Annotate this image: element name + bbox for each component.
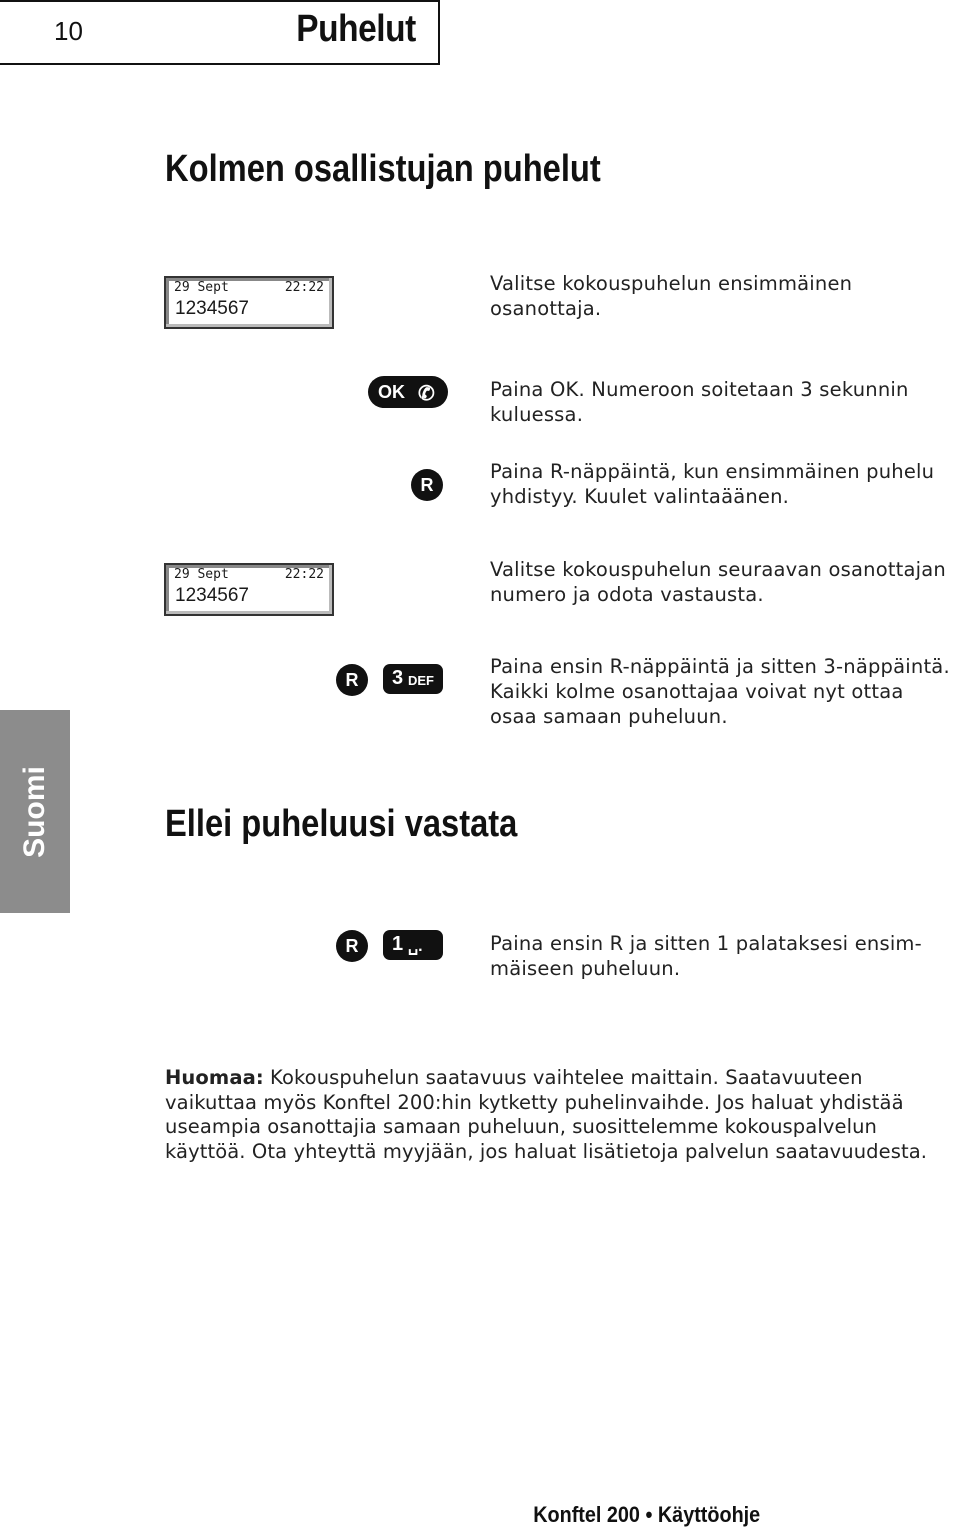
- r-key-icon: R: [336, 930, 368, 962]
- key-3-digit: 3: [392, 667, 404, 689]
- key-3-letters: DEF: [408, 673, 434, 688]
- page-footer: Konftel 200 • Käyttöohje: [533, 1502, 760, 1527]
- lcd-time: 22:22: [284, 280, 324, 295]
- step-text: Valitse kokouspuhelun seuraavan osanottajan numero ja odota vastausta.: [490, 558, 946, 606]
- lcd-display: [164, 276, 334, 329]
- lcd-date: 29 Sept: [174, 567, 229, 582]
- key-1-digit: 1: [392, 933, 404, 955]
- step-text: Paina ensin R ja sitten 1 palataksesi ensim-mäiseen puheluun.: [490, 932, 922, 980]
- key-3-icon: [383, 664, 443, 694]
- note-label: Huomaa:: [165, 1066, 264, 1089]
- lcd-number: 1234567: [175, 298, 249, 319]
- language-tab: [0, 710, 70, 913]
- r-key-icon: R: [336, 664, 368, 696]
- lcd-display: [164, 563, 334, 616]
- key-1-symbols: ␣.: [408, 938, 423, 955]
- ok-key-icon: [368, 376, 448, 408]
- page-header: [0, 0, 440, 65]
- section-title-no-answer: Ellei puheluusi vastata: [165, 803, 518, 845]
- page-number: 10: [54, 16, 83, 46]
- note-paragraph: [165, 1066, 957, 1164]
- lcd-time: 22:22: [284, 567, 324, 582]
- lcd-number: 1234567: [175, 585, 249, 606]
- lcd-date: 29 Sept: [174, 280, 229, 295]
- step-text: Paina R-näppäintä, kun ensimmäinen puhelu yhdistyy. Kuulet valintaäänen.: [490, 460, 935, 508]
- chapter-title: Puhelut: [296, 8, 416, 50]
- key-1-icon: [383, 930, 443, 960]
- section-title-conference: Kolmen osallistujan puhelut: [165, 148, 601, 190]
- step-text: Valitse kokouspuhelun ensimmäinen osanottaja.: [490, 272, 853, 320]
- step-text: Paina OK. Numeroon soitetaan 3 sekunnin kuluessa.: [490, 378, 909, 426]
- phone-icon: ✆: [418, 383, 435, 405]
- note-text: Kokouspuhelun saatavuus vaihtelee maittain. Saatavuuteen vaikuttaa myös Konftel 200:hin kytketty puhelinvaihde. Jos haluat yhdistää useampia osanottajia samaan puheluun, suosittelemme kokouspalvelun käyttöä. Ota yhteyttä myyjään, jos haluat lisätietoja palvelun saatavuudesta.: [165, 1066, 928, 1163]
- r-key-icon: R: [411, 469, 443, 501]
- language-tab-label: Suomi: [18, 765, 51, 858]
- step-text: Paina ensin R-näppäintä ja sitten 3-näppäintä. Kaikki kolme osanottajaa voivat nyt ottaa osaa samaan puheluun.: [490, 655, 950, 728]
- ok-key-label: OK: [378, 382, 405, 402]
